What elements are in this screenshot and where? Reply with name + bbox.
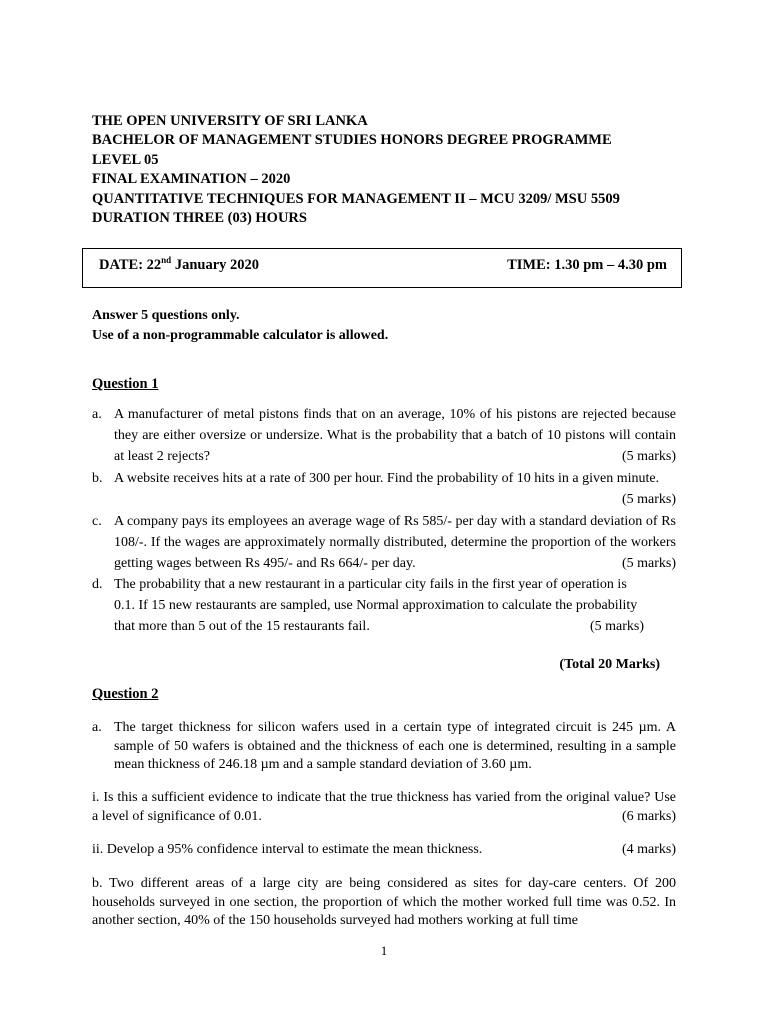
duration: DURATION THREE (03) HOURS [92,210,307,226]
marks: (5 marks) [589,619,644,635]
question-2-heading: Question 2 [92,686,159,702]
question-2a-ii: ii. Develop a 95% confidence interval to estimate the mean thickness. (4 marks) [92,841,676,860]
question-1d: d. The probability that a new restaurant in a particular city fails in the first year of operation is 0.1. If 15 new restaurants are sampled, use Normal approximation to calculate the probability that more than 5 out of the 15 restaurants fail. (5 marks) [92,574,644,638]
marks: (5 marks) [621,556,676,572]
marks: (5 marks) [621,449,676,465]
marks: (5 marks) [621,492,676,508]
university-name: THE OPEN UNIVERSITY OF SRI LANKA [92,113,368,129]
instruction-answer: Answer 5 questions only. [92,308,240,323]
instruction-calculator: Use of a non-programmable calculator is allowed. [92,328,389,343]
level: LEVEL 05 [92,152,159,168]
question-2b: b. Two different areas of a large city are being considered as sites for day-care centers. Of 200 households surveyed in one section, the proportion of which the mother worked full time was 0.52. In another section, 40% of the 150 households surveyed had mothers working at full time [92,876,676,928]
question-1-total: (Total 20 Marks) [559,657,660,672]
marks: (4 marks) [621,842,676,857]
question-2a-i: i. Is this a sufficient evidence to indicate that the true thickness has varied from the original value? Use a level of significance of 0.01. (6 marks) [92,789,676,826]
programme-name: BACHELOR OF MANAGEMENT STUDIES HONORS DEGREE PROGRAMME [92,132,612,148]
question-1c: c. A company pays its employees an average wage of Rs 585/- per day with a standard deviation of Rs 108/-. If the wages are approximately normally distributed, determine the proportion of the workers getting wages between Rs 495/- and Rs 664/- per day. (5 marks) [92,511,676,575]
date-time-box [82,248,682,288]
question-1-heading: Question 1 [92,376,159,392]
exam-time: TIME: 1.30 pm – 4.30 pm [507,257,667,273]
question-1b: b. A website receives hits at a rate of 300 per hour. Find the probability of 10 hits in a given minute. (5 marks) [92,468,676,510]
question-2a: a. The target thickness for silicon wafers used in a certain type of integrated circuit is 245 µm. A sample of 50 wafers is obtained and the thickness of each one is determined, resulting in a sample mean thickness of 246.18 µm and a sample standard deviation of 3.60 µm. [92,720,676,772]
exam-title: FINAL EXAMINATION – 2020 [92,171,291,187]
page-number: 1 [380,943,388,958]
question-1a: a. A manufacturer of metal pistons finds that on an average, 10% of his pistons are rejected because they are either oversize or undersize. What is the probability that a batch of 10 pistons will contain at least 2 rejects? (5 marks) [92,404,676,468]
course-title: QUANTITATIVE TECHNIQUES FOR MANAGEMENT II – MCU 3209/ MSU 5509 [92,191,620,207]
exam-date: DATE: 22nd January 2020 [99,255,260,273]
marks: (6 marks) [621,808,676,824]
